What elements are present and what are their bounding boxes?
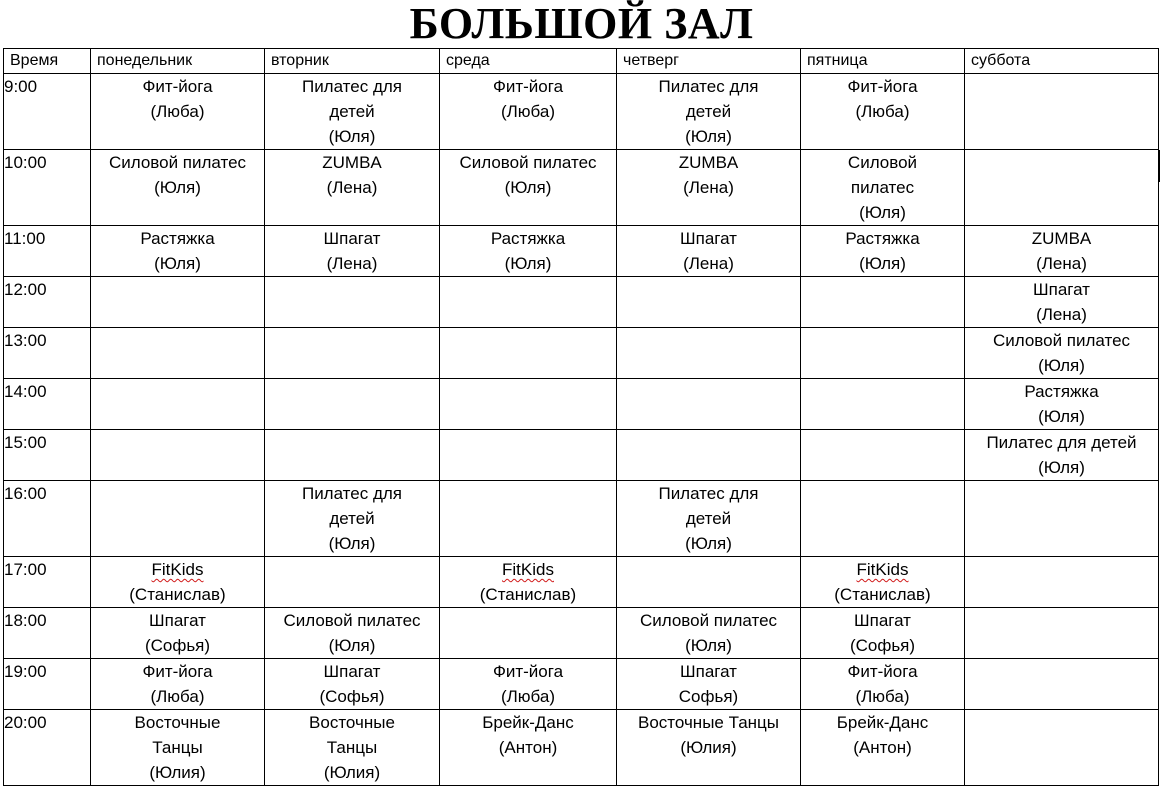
class-cell-tuesday xyxy=(265,608,440,659)
time-cell: 14:00 xyxy=(4,379,91,430)
class-cell-thursday xyxy=(617,226,801,277)
class-cell-monday xyxy=(91,226,265,277)
class-cell-friday xyxy=(801,328,965,379)
class-name: Фит-йога xyxy=(492,662,564,681)
table-row xyxy=(4,277,1159,328)
column-header-monday: понедельник xyxy=(91,49,265,74)
class-cell-monday xyxy=(91,710,265,786)
class-cell-saturday xyxy=(965,328,1159,379)
table-row xyxy=(4,481,1159,557)
class-cell-friday xyxy=(801,608,965,659)
instructor-name: (Лена) xyxy=(683,178,734,197)
class-name: Шпагат xyxy=(323,229,381,248)
time-cell: 20:00 xyxy=(4,710,91,786)
class-cell-tuesday xyxy=(265,328,440,379)
class-name: Пилатес для xyxy=(658,77,759,96)
class-cell-thursday xyxy=(617,659,801,710)
table-row xyxy=(4,226,1159,277)
class-cell-wednesday xyxy=(440,226,617,277)
instructor-name: (Юлия) xyxy=(149,763,206,782)
class-cell-wednesday xyxy=(440,150,617,226)
instructor-name: (Софья) xyxy=(849,636,916,655)
class-name: ZUMBA xyxy=(1031,229,1092,248)
class-name: детей xyxy=(685,509,732,528)
class-name: Фит-йога xyxy=(142,77,213,96)
class-name: Силовой пилатес xyxy=(639,611,778,630)
class-cell-saturday xyxy=(965,710,1159,786)
table-row xyxy=(4,557,1159,608)
class-cell-wednesday xyxy=(440,277,617,328)
class-cell-friday xyxy=(801,379,965,430)
instructor-name: (Лена) xyxy=(326,178,378,197)
instructor-name: (Люба) xyxy=(855,102,910,121)
time-cell: 11:00 xyxy=(4,226,91,277)
table-row xyxy=(4,74,1159,150)
class-name: Фит-йога xyxy=(847,77,918,96)
instructor-name: (Люба) xyxy=(855,687,910,706)
class-cell-tuesday xyxy=(265,430,440,481)
class-name: Шпагат xyxy=(149,611,206,630)
instructor-name: (Лена) xyxy=(326,254,378,273)
class-cell-monday xyxy=(91,557,265,608)
class-cell-saturday xyxy=(965,608,1159,659)
class-name: Шпагат xyxy=(854,611,911,630)
table-row xyxy=(4,608,1159,659)
class-cell-monday xyxy=(91,74,265,150)
class-cell-monday xyxy=(91,277,265,328)
class-name: Силовой пилатес xyxy=(283,611,421,630)
class-name: Силовой xyxy=(847,153,918,172)
class-name: Шпагат xyxy=(680,229,737,248)
instructor-name: (Станислав) xyxy=(479,585,577,604)
class-name: Силовой пилатес xyxy=(108,153,247,172)
table-row xyxy=(4,430,1159,481)
instructor-name: (Станислав) xyxy=(834,585,931,604)
class-cell-monday xyxy=(91,430,265,481)
class-cell-friday xyxy=(801,74,965,150)
class-cell-thursday xyxy=(617,277,801,328)
class-name: Шпагат xyxy=(680,662,737,681)
instructor-name: (Антон) xyxy=(498,738,558,757)
time-cell: 13:00 xyxy=(4,328,91,379)
instructor-name: (Юлия) xyxy=(680,738,737,757)
class-name: Пилатес для xyxy=(658,484,759,503)
instructor-name: (Юлия) xyxy=(323,763,381,782)
class-cell-monday xyxy=(91,481,265,557)
class-name: Пилатес для xyxy=(301,77,403,96)
class-name: детей xyxy=(329,509,375,528)
schedule-body xyxy=(4,74,1159,786)
instructor-name: (Юля) xyxy=(859,254,906,273)
instructor-name: (Люба) xyxy=(500,687,556,706)
header-row xyxy=(4,49,1159,74)
schedule-table xyxy=(3,48,1159,786)
class-cell-wednesday xyxy=(440,608,617,659)
class-name: Танцы xyxy=(326,738,378,757)
class-cell-tuesday xyxy=(265,659,440,710)
class-name: детей xyxy=(685,102,732,121)
column-header-saturday: суббота xyxy=(965,49,1159,74)
class-cell-wednesday xyxy=(440,710,617,786)
class-name: FitKids xyxy=(856,560,909,579)
column-header-wednesday: среда xyxy=(440,49,617,74)
class-cell-saturday xyxy=(965,379,1159,430)
instructor-name: (Юля) xyxy=(328,534,376,553)
class-name: пилатес xyxy=(850,178,915,197)
class-cell-monday xyxy=(91,659,265,710)
instructor-name: (Юля) xyxy=(328,127,376,146)
class-name: Пилатес для xyxy=(301,484,403,503)
class-name: Пилатес для детей xyxy=(986,433,1137,452)
class-cell-tuesday xyxy=(265,481,440,557)
instructor-name: (Юля) xyxy=(328,636,376,655)
class-cell-tuesday xyxy=(265,379,440,430)
class-cell-friday xyxy=(801,226,965,277)
instructor-name: (Софья) xyxy=(144,636,211,655)
class-cell-tuesday xyxy=(265,557,440,608)
class-name: Фит-йога xyxy=(142,662,213,681)
class-cell-friday xyxy=(801,710,965,786)
instructor-name: (Люба) xyxy=(150,102,205,121)
class-name: Фит-йога xyxy=(492,77,564,96)
class-cell-wednesday xyxy=(440,74,617,150)
class-cell-saturday xyxy=(965,150,1159,226)
column-header-friday: пятница xyxy=(801,49,965,74)
class-cell-saturday xyxy=(965,557,1159,608)
class-cell-thursday xyxy=(617,74,801,150)
class-cell-wednesday xyxy=(440,557,617,608)
class-cell-wednesday xyxy=(440,379,617,430)
class-name: Фит-йога xyxy=(847,662,918,681)
table-row xyxy=(4,659,1159,710)
class-cell-thursday xyxy=(617,557,801,608)
instructor-name: (Станислав) xyxy=(129,585,226,604)
class-cell-thursday xyxy=(617,328,801,379)
class-cell-saturday xyxy=(965,481,1159,557)
instructor-name: (Юля) xyxy=(504,178,552,197)
class-name: Растяжка xyxy=(140,229,215,248)
class-cell-friday xyxy=(801,150,965,226)
instructor-name: (Антон) xyxy=(853,738,912,757)
time-cell: 16:00 xyxy=(4,481,91,557)
class-cell-thursday xyxy=(617,710,801,786)
class-cell-thursday xyxy=(617,379,801,430)
class-cell-tuesday xyxy=(265,277,440,328)
class-cell-monday xyxy=(91,328,265,379)
column-header-tuesday: вторник xyxy=(265,49,440,74)
table-row xyxy=(4,710,1159,786)
class-name: Шпагат xyxy=(323,662,381,681)
class-cell-friday xyxy=(801,557,965,608)
instructor-name: (Юля) xyxy=(685,636,732,655)
instructor-name: (Юля) xyxy=(504,254,552,273)
page-title: БОЛЬШОЙ ЗАЛ xyxy=(409,0,754,48)
class-name: Растяжка xyxy=(490,229,566,248)
class-cell-tuesday xyxy=(265,74,440,150)
class-name: Восточные xyxy=(309,713,395,732)
time-cell: 17:00 xyxy=(4,557,91,608)
class-cell-saturday xyxy=(965,659,1159,710)
time-cell: 12:00 xyxy=(4,277,91,328)
class-name: Силовой пилатес xyxy=(459,153,597,172)
class-cell-monday xyxy=(91,150,265,226)
class-cell-thursday xyxy=(617,150,801,226)
class-cell-friday xyxy=(801,277,965,328)
class-name: Восточные Танцы xyxy=(637,713,780,732)
text-cursor-mark xyxy=(1159,150,1160,182)
instructor-name: (Юля) xyxy=(685,127,732,146)
class-cell-saturday xyxy=(965,226,1159,277)
instructor-name: (Юля) xyxy=(154,178,201,197)
column-header-time: Время xyxy=(4,49,91,74)
class-cell-wednesday xyxy=(440,659,617,710)
time-cell: 18:00 xyxy=(4,608,91,659)
class-name: ZUMBA xyxy=(678,153,739,172)
class-cell-friday xyxy=(801,430,965,481)
instructor-name: (Лена) xyxy=(683,254,734,273)
class-cell-wednesday xyxy=(440,328,617,379)
class-cell-wednesday xyxy=(440,481,617,557)
class-cell-friday xyxy=(801,659,965,710)
class-name: Растяжка xyxy=(1024,382,1099,401)
class-name: Силовой пилатес xyxy=(992,331,1131,350)
class-cell-saturday xyxy=(965,430,1159,481)
time-cell: 15:00 xyxy=(4,430,91,481)
class-name: Брейк-Данс xyxy=(482,713,574,732)
instructor-name: (Софья) xyxy=(319,687,385,706)
class-name: FitKids xyxy=(151,560,204,579)
column-header-thursday: четверг xyxy=(617,49,801,74)
class-name: Растяжка xyxy=(845,229,920,248)
instructor-name: (Юля) xyxy=(685,534,732,553)
class-cell-tuesday xyxy=(265,226,440,277)
class-name: Шпагат xyxy=(1033,280,1090,299)
time-cell: 10:00 xyxy=(4,150,91,226)
class-cell-saturday xyxy=(965,74,1159,150)
class-name: Брейк-Данс xyxy=(836,713,929,732)
class-cell-thursday xyxy=(617,430,801,481)
class-cell-monday xyxy=(91,608,265,659)
instructor-name: Софья) xyxy=(678,687,739,706)
instructor-name: (Люба) xyxy=(150,687,205,706)
time-cell: 9:00 xyxy=(4,74,91,150)
time-cell: 19:00 xyxy=(4,659,91,710)
instructor-name: (Юля) xyxy=(859,203,906,222)
class-name: Танцы xyxy=(152,738,203,757)
class-cell-thursday xyxy=(617,481,801,557)
class-name: ZUMBA xyxy=(322,153,382,172)
class-cell-saturday xyxy=(965,277,1159,328)
class-name: Восточные xyxy=(134,713,221,732)
class-cell-friday xyxy=(801,481,965,557)
table-row xyxy=(4,150,1159,226)
class-cell-monday xyxy=(91,379,265,430)
class-cell-thursday xyxy=(617,608,801,659)
class-cell-wednesday xyxy=(440,430,617,481)
table-row xyxy=(4,379,1159,430)
table-row xyxy=(4,328,1159,379)
class-name: FitKids xyxy=(502,560,554,579)
instructor-name: (Юля) xyxy=(1038,356,1085,375)
instructor-name: (Юля) xyxy=(1038,458,1085,477)
instructor-name: (Юля) xyxy=(1038,407,1085,426)
instructor-name: (Юля) xyxy=(154,254,201,273)
class-cell-tuesday xyxy=(265,710,440,786)
instructor-name: (Лена) xyxy=(1036,254,1087,273)
instructor-name: (Лена) xyxy=(1036,305,1087,324)
class-name: детей xyxy=(329,102,375,121)
instructor-name: (Люба) xyxy=(500,102,556,121)
class-cell-tuesday xyxy=(265,150,440,226)
